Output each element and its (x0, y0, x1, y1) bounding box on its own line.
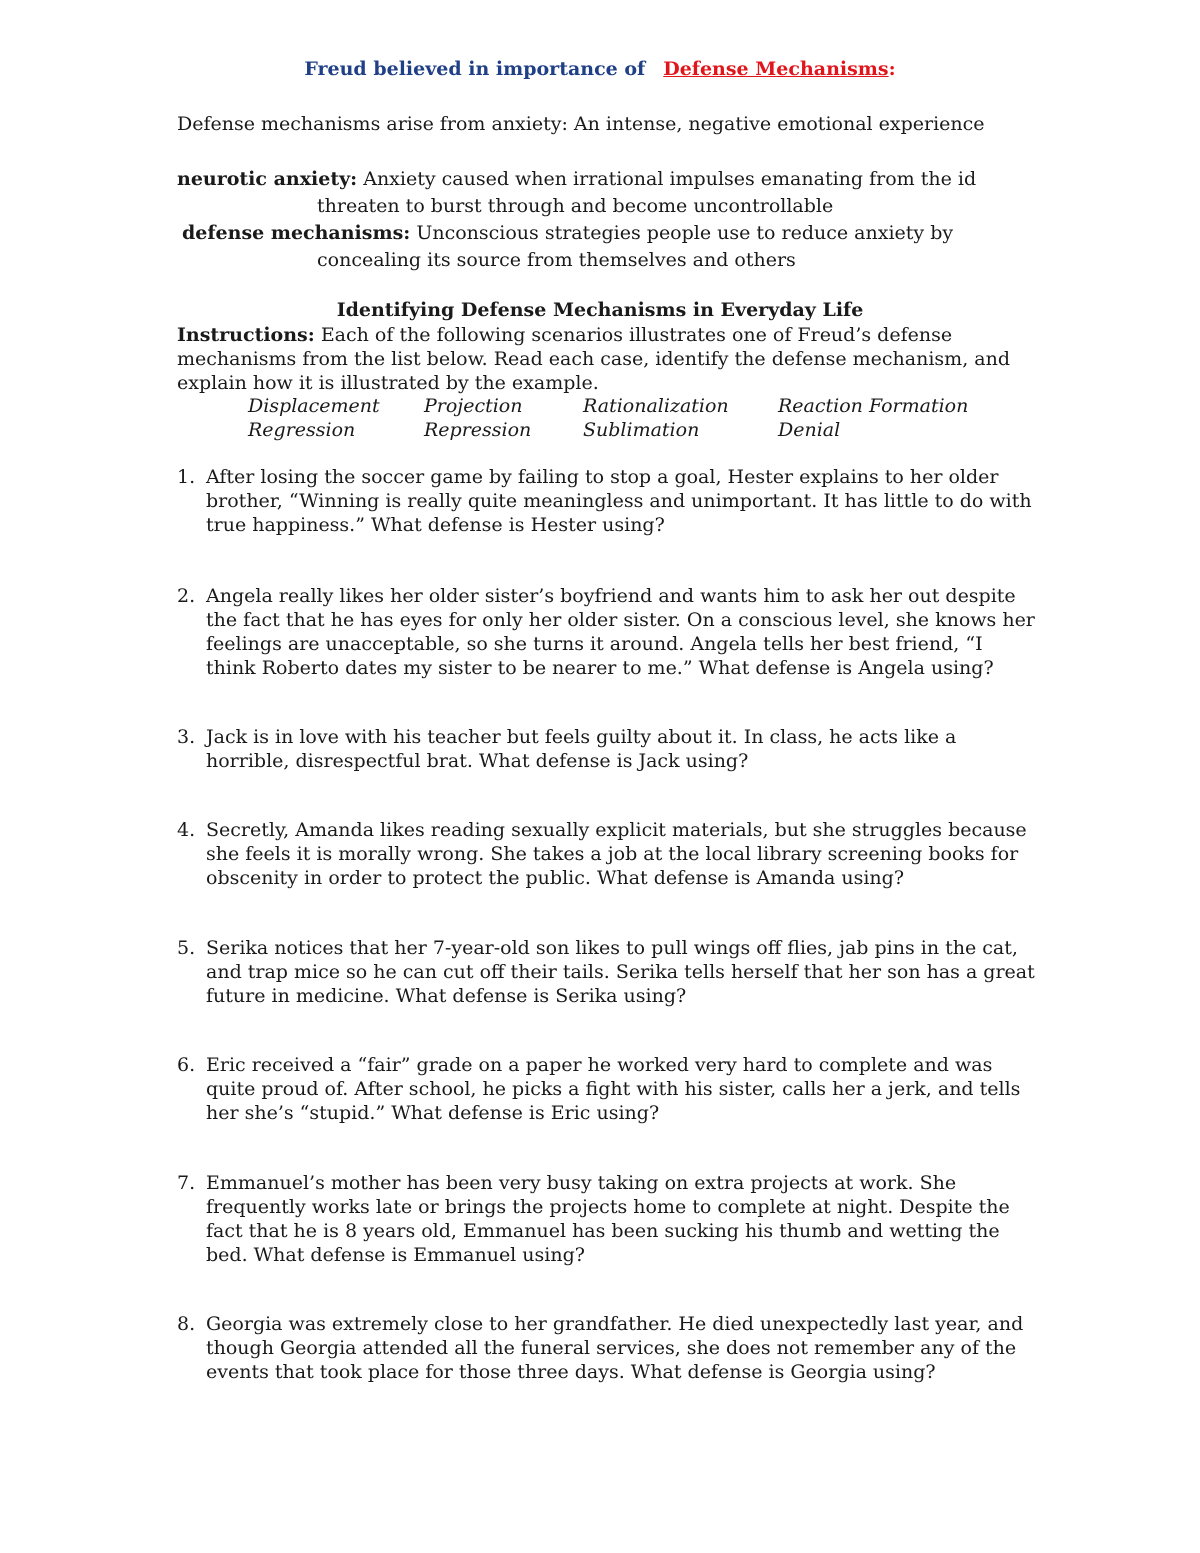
question-number: 2. (177, 585, 196, 607)
question-number: 5. (177, 937, 196, 959)
term-definition: Anxiety caused when irrational impulses emanating from the id (363, 168, 977, 190)
question-text: Angela really likes her older sister’s boyfriend and wants him to ask her out despite the fact that he has eyes for only her older sister. On a conscious level, she knows her feelings are unacceptable, so she turns it around. Angela tells her best friend, “I think Roberto dates my sister to be nearer to me.” What defense is Angela using? (206, 585, 1035, 679)
mechanism-item: Displacement (248, 395, 380, 417)
question-text: Emmanuel’s mother has been very busy taking on extra projects at work. She frequently works late or brings the projects home to complete at night. Despite the fact that he is 8 years old, Emmanuel has been sucking his thumb and wetting the bed. What defense is Emmanuel using? (206, 1172, 1010, 1266)
mechanism-item: Projection (424, 395, 523, 417)
mechanism-item: Repression (424, 419, 532, 441)
term-label: neurotic anxiety: (177, 168, 358, 190)
section-heading: Identifying Defense Mechanisms in Everyday Life (336, 299, 864, 321)
term-definition: Unconscious strategies people use to reduce anxiety by (416, 222, 954, 244)
question-number: 3. (177, 726, 196, 748)
mechanism-row (248, 394, 1008, 418)
term-neurotic-anxiety (177, 167, 976, 191)
term-label: defense mechanisms: (182, 222, 411, 244)
instructions-label: Instructions: (177, 324, 315, 346)
question-text: Jack is in love with his teacher but feels guilty about it. In class, he acts like a horrible, disrespectful brat. What defense is Jack using? (206, 726, 957, 772)
mechanism-row (248, 418, 1008, 442)
question-2 (177, 584, 1037, 680)
question-text: After losing the soccer game by failing to stop a goal, Hester explains to her older brother, “Winning is really quite meaningless and unimportant. It has little to do with true happiness.” What defense is Hester using? (206, 466, 1032, 536)
question-text: Serika notices that her 7-year-old son likes to pull wings off flies, jab pins in the cat, and trap mice so he can cut off their tails. Serika tells herself that her son has a great future in medicine. What defense is Serika using? (206, 937, 1035, 1007)
intro-definition: Defense mechanisms arise from anxiety: An intense, negative emotional experience (177, 113, 985, 135)
mechanism-item: Denial (778, 419, 841, 441)
question-4 (177, 818, 1037, 890)
question-6 (177, 1053, 1037, 1125)
question-number: 6. (177, 1054, 196, 1076)
question-text: Georgia was extremely close to her grandfather. He died unexpectedly last year, and though Georgia attended all the funeral services, she does not remember any of the events that took place for those three days. What defense is Georgia using? (206, 1313, 1024, 1383)
instructions-text: Each of the following scenarios illustrates one of Freud’s defense mechanisms from the list below. Read each case, identify the defense mechanism, and explain how it is illustrated by the example. (177, 324, 1011, 394)
mechanism-item: Regression (248, 419, 356, 441)
mechanism-item: Reaction Formation (778, 395, 969, 417)
term-defense-mechanisms (182, 221, 953, 245)
mechanism-item: Sublimation (583, 419, 700, 441)
question-number: 1. (177, 466, 196, 488)
question-7 (177, 1171, 1037, 1267)
question-8 (177, 1312, 1037, 1384)
term-definition-continued: threaten to burst through and become uncontrollable (317, 195, 834, 217)
mechanism-list (248, 394, 1008, 442)
question-1 (177, 465, 1037, 537)
question-5 (177, 936, 1037, 1008)
question-number: 8. (177, 1313, 196, 1335)
instructions (177, 323, 1027, 395)
title-highlight: Defense Mechanisms (663, 58, 889, 80)
term-definition-continued: concealing its source from themselves and others (317, 249, 796, 271)
page-title (0, 58, 1200, 80)
title-colon: : (888, 58, 896, 80)
question-text: Eric received a “fair” grade on a paper he worked very hard to complete and was quite proud of. After school, he picks a fight with his sister, calls her a jerk, and tells her she’s “stupid.” What defense is Eric using? (206, 1054, 1021, 1124)
question-number: 4. (177, 819, 196, 841)
question-3 (177, 725, 1037, 773)
question-number: 7. (177, 1172, 196, 1194)
title-prefix: Freud believed in importance of (304, 58, 646, 80)
question-text: Secretly, Amanda likes reading sexually explicit materials, but she struggles because she feels it is morally wrong. She takes a job at the local library screening books for obscenity in order to protect the public. What defense is Amanda using? (206, 819, 1027, 889)
mechanism-item: Rationalization (583, 395, 729, 417)
